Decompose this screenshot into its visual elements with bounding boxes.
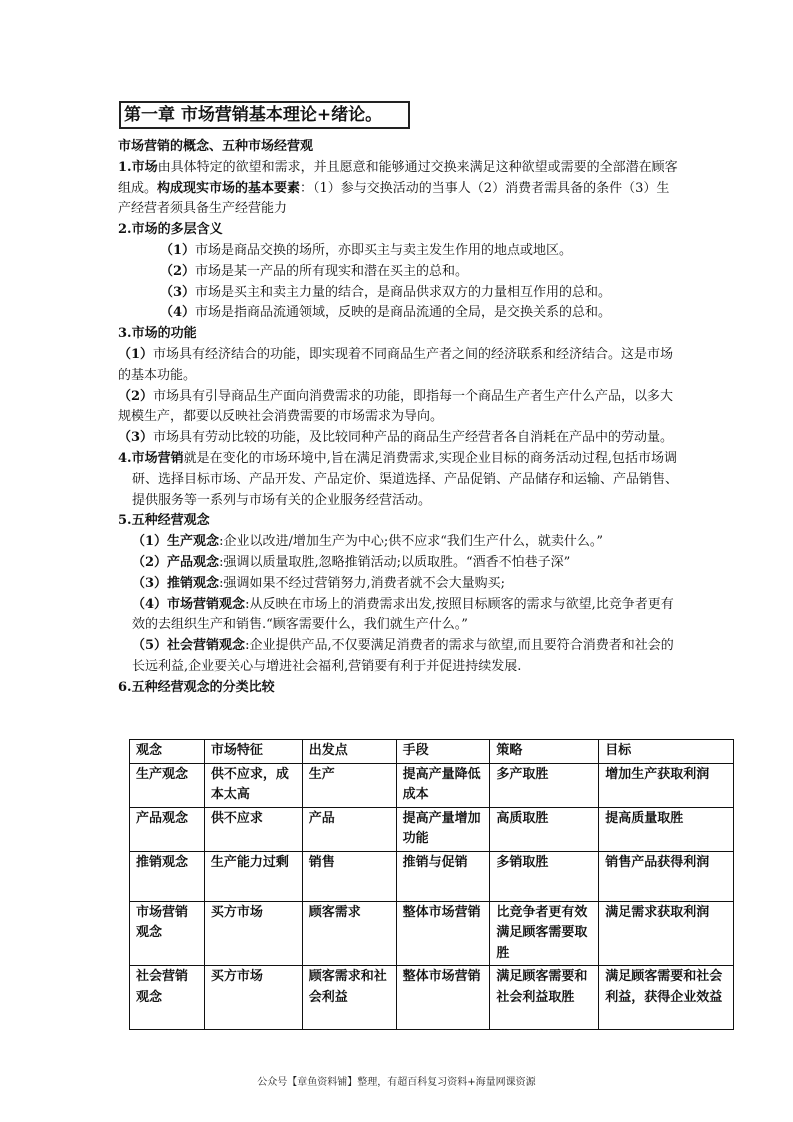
table-cell: 买方市场 bbox=[204, 901, 302, 966]
p5-item-2 bbox=[118, 553, 678, 574]
paragraph-4 bbox=[118, 449, 678, 511]
table-header-cell: 目标 bbox=[599, 740, 734, 764]
p5-item-4-number: （4） bbox=[132, 596, 168, 612]
table-row bbox=[130, 966, 734, 1030]
table-cell: 生产 bbox=[302, 763, 396, 807]
p5-heading: 5.五种经营观念 bbox=[118, 513, 210, 529]
table-cell: 供不应求，成本太高 bbox=[204, 763, 302, 807]
p5-item-5 bbox=[118, 636, 678, 678]
table-cell: 满足顾客需要和社会利益，获得企业效益 bbox=[599, 966, 734, 1030]
p1-bold-term: 构成现实市场的基本要素 bbox=[157, 180, 301, 196]
p2-item-4 bbox=[118, 303, 678, 324]
p5-item-4-text: :从反映在市场上的消费需求出发,按照目标顾客的需求与欲望,比竞争者更有效的去组织生产和销售.“顾客需要什么，我们就生产什么。” bbox=[132, 596, 674, 633]
p2-item-2-number: （2） bbox=[160, 263, 196, 279]
p2-item-1-text: 市场是商品交换的场所，亦即买主与卖主发生作用的地点或地区。 bbox=[195, 242, 573, 258]
table-cell: 买方市场 bbox=[204, 966, 302, 1030]
document-body bbox=[118, 137, 678, 699]
table-cell: 提高质量取胜 bbox=[599, 807, 734, 851]
table-cell: 市场营销观念 bbox=[130, 901, 205, 966]
table-cell: 提高产量降低成本 bbox=[396, 763, 490, 807]
p4-text: 就是在变化的市场环境中,旨在满足消费需求,实现企业目标的商务活动过程,包括市场调研、选择目标市场、产品开发、产品定价、渠道选择、产品促销、产品储存和运输、产品销售、提供服务等一系列与市场有关的企业服务经营活动。 bbox=[132, 450, 679, 508]
table-row bbox=[130, 763, 734, 807]
p5-item-1-term: 生产观念 bbox=[167, 534, 220, 550]
p4-term: 市场营销 bbox=[131, 450, 184, 466]
p2-item-4-number: （4） bbox=[160, 305, 196, 321]
p5-item-5-term: 社会营销观念 bbox=[167, 638, 246, 654]
p5-item-3 bbox=[118, 574, 678, 595]
p3-item-3-text: 市场具有劳动比较的功能，及比较同种产品的商品生产经营者各自消耗在产品中的劳动量。 bbox=[153, 430, 674, 446]
p1-text2: ：（1）参与交换活动的当事人（2）消费者需具备的条件（3）生产经营者须具备生产经营能力 bbox=[118, 180, 670, 217]
p1-number: 1. bbox=[118, 159, 132, 175]
p3-item-1 bbox=[118, 345, 678, 387]
p3-item-3-number: （3） bbox=[118, 430, 154, 446]
p5-item-1-text: :企业以改进/增加生产为中心;供不应求“我们生产什么，就卖什么。” bbox=[219, 534, 603, 550]
p1-text: 由具体特定的欲望和需求，并且愿意和能够通过交换来满足这种欲望或需要的全部潜在顾客组成。 bbox=[118, 159, 678, 196]
table-row bbox=[130, 807, 734, 851]
table-cell: 多产取胜 bbox=[490, 763, 599, 807]
p5-item-1-number: （1） bbox=[132, 534, 168, 550]
table-header-cell: 策略 bbox=[490, 740, 599, 764]
table-cell: 满足需求获取利润 bbox=[599, 901, 734, 966]
table-cell: 推销与促销 bbox=[396, 851, 490, 901]
p3-item-2 bbox=[118, 387, 678, 429]
p2-item-4-text: 市场是指商品流通领域，反映的是商品流通的全局，是交换关系的总和。 bbox=[195, 305, 612, 321]
table-cell: 增加生产获取利润 bbox=[599, 763, 734, 807]
chapter-title: 第一章 市场营销基本理论+绪论。 bbox=[119, 101, 410, 129]
p5-item-1 bbox=[118, 532, 678, 553]
p2-item-1-number: （1） bbox=[160, 242, 196, 258]
table-header-cell: 出发点 bbox=[302, 740, 396, 764]
table-header-cell: 市场特征 bbox=[204, 740, 302, 764]
p3-heading: 3.市场的功能 bbox=[118, 326, 197, 342]
table-cell: 销售产品获得利润 bbox=[599, 851, 734, 901]
p2-item-2 bbox=[118, 262, 678, 283]
table-cell: 生产能力过剩 bbox=[204, 851, 302, 901]
p3-item-1-number: （1） bbox=[118, 346, 154, 362]
p2-item-3 bbox=[118, 283, 678, 304]
p5-item-3-term: 推销观念 bbox=[167, 575, 220, 591]
table-cell: 生产观念 bbox=[130, 763, 205, 807]
table-cell: 比竞争者更有效满足顾客需要取胜 bbox=[490, 901, 599, 966]
table-row bbox=[130, 851, 734, 901]
table-cell: 顾客需求 bbox=[302, 901, 396, 966]
p3-item-2-number: （2） bbox=[118, 388, 154, 404]
p4-number: 4. bbox=[118, 450, 132, 466]
p5-item-5-number: （5） bbox=[132, 638, 168, 654]
table-cell: 整体市场营销 bbox=[396, 901, 490, 966]
table-cell: 产品观念 bbox=[130, 807, 205, 851]
table-header-row bbox=[130, 740, 734, 764]
table-row bbox=[130, 901, 734, 966]
table-header-cell: 观念 bbox=[130, 740, 205, 764]
table-cell: 推销观念 bbox=[130, 851, 205, 901]
p2-item-1 bbox=[118, 241, 678, 262]
table-cell: 提高产量增加功能 bbox=[396, 807, 490, 851]
p5-item-3-number: （3） bbox=[132, 575, 168, 591]
p3-item-1-text: 市场具有经济结合的功能，即实现着不同商品生产者之间的经济联系和经济结合。这是市场的基本功能。 bbox=[118, 346, 674, 383]
section-heading: 市场营销的概念、五种市场经营观 bbox=[118, 139, 314, 154]
p5-item-3-text: :强调如果不经过营销努力,消费者就不会大量购买; bbox=[219, 575, 505, 591]
p5-item-2-term: 产品观念 bbox=[167, 554, 220, 570]
p3-item-2-text: 市场具有引导商品生产面向消费需求的功能，即指每一个商品生产者生产什么产品，以多大规模生产，都要以反映社会消费需要的市场需求为导向。 bbox=[118, 388, 674, 425]
table-header-cell: 手段 bbox=[396, 740, 490, 764]
table-cell: 供不应求 bbox=[204, 807, 302, 851]
page-footer: 公众号【章鱼资料铺】整理，有超百科复习资料+海量网课资源 bbox=[257, 1077, 536, 1088]
p2-item-2-text: 市场是某一产品的所有现实和潜在买主的总和。 bbox=[195, 263, 469, 279]
table-cell: 多销取胜 bbox=[490, 851, 599, 901]
p2-item-3-number: （3） bbox=[160, 284, 196, 300]
p3-item-3 bbox=[118, 428, 678, 449]
p2-heading: 2.市场的多层含义 bbox=[118, 222, 223, 238]
comparison-table bbox=[129, 739, 734, 1030]
p6-heading: 6.五种经营观念的分类比较 bbox=[118, 679, 275, 695]
table-cell: 顾客需求和社会利益 bbox=[302, 966, 396, 1030]
table-cell: 整体市场营销 bbox=[396, 966, 490, 1030]
p5-item-5-text: :企业提供产品,不仅要满足消费者的需求与欲望,而且要符合消费者和社会的长远利益,企业要关心与增进社会福利,营销要有利于并促进持续发展. bbox=[132, 638, 674, 674]
p1-term: 市场 bbox=[131, 159, 158, 175]
table-cell: 满足顾客需要和社会利益取胜 bbox=[490, 966, 599, 1030]
table-cell: 产品 bbox=[302, 807, 396, 851]
table-cell: 高质取胜 bbox=[490, 807, 599, 851]
p2-item-3-text: 市场是买主和卖主力量的结合，是商品供求双方的力量相互作用的总和。 bbox=[195, 284, 612, 300]
p5-item-2-text: :强调以质量取胜,忽略推销活动;以质取胜。“酒香不怕巷子深” bbox=[219, 554, 571, 570]
paragraph-1 bbox=[118, 158, 678, 220]
p5-item-4-term: 市场营销观念 bbox=[167, 596, 246, 612]
p5-item-2-number: （2） bbox=[132, 554, 168, 570]
table-cell: 销售 bbox=[302, 851, 396, 901]
p5-item-4 bbox=[118, 595, 678, 637]
table-cell: 社会营销观念 bbox=[130, 966, 205, 1030]
